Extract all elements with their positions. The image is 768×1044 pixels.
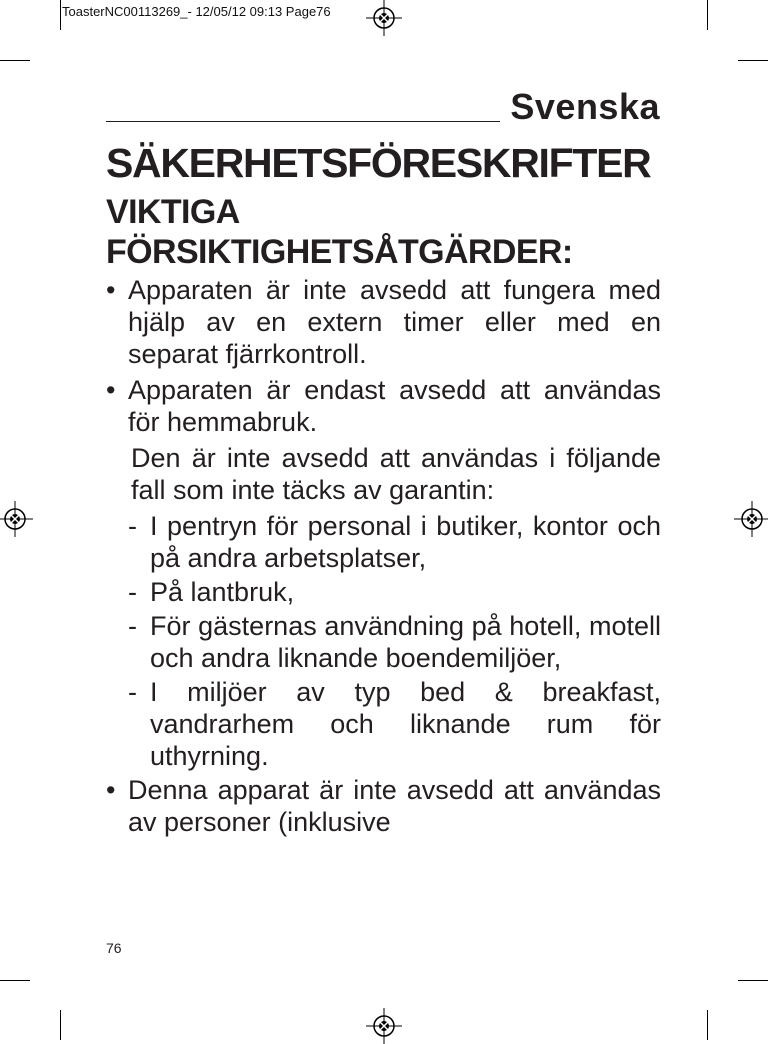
crop-mark-bottom-left-h	[0, 980, 30, 981]
crop-mark-top-right-v	[707, 0, 708, 30]
bullet-item-1	[106, 274, 661, 370]
page-number: 76	[106, 940, 122, 956]
crop-mark-bottom-right-h	[738, 980, 768, 981]
bullet-item-text: Apparaten är endast avsedd att användas för hemmabruk.	[128, 375, 661, 437]
bullet-item-text: Denna apparat är inte avsedd att användas av personer (inklusive	[128, 775, 661, 837]
dash-marker: -	[128, 611, 137, 641]
crop-mark-bottom-left-v	[60, 1010, 61, 1040]
crop-mark-top-left-h	[0, 60, 30, 61]
section-heading	[106, 192, 661, 272]
bullet-item-text: Apparaten är inte avsedd att fungera med hjälp av en extern timer eller med en separat fjärrkontroll.	[128, 275, 661, 369]
page-title: SÄKERHETSFÖRESKRIFTER	[106, 140, 651, 186]
dash-item-4	[106, 676, 661, 772]
page-content	[106, 138, 661, 842]
dash-item-text: I pentryn för personal i butiker, kontor och på andra arbetsplatser,	[150, 511, 661, 573]
exclusion-intro: Den är inte avsedd att användas i följande fall som inte täcks av garantin:	[131, 443, 661, 505]
dash-marker: -	[128, 577, 137, 607]
language-header-rule	[106, 121, 500, 122]
dash-item-text: För gästernas användning på hotell, motell och andra liknande boendemiljöer,	[150, 611, 661, 673]
language-label: Svenska	[510, 86, 660, 127]
dash-item-2	[106, 576, 661, 608]
dash-marker: -	[128, 677, 137, 707]
registration-mark-left-icon	[0, 501, 33, 537]
registration-mark-right-icon	[734, 501, 768, 537]
registration-mark-bottom-icon	[366, 1008, 402, 1044]
dash-item-text: På lantbruk,	[150, 577, 295, 607]
section-heading-line-2: FÖRSIKTIGHETSÅTGÄRDER:	[106, 233, 573, 271]
dash-item-text: I miljöer av typ bed & breakfast, vandrarhem och liknande rum för uthyrning.	[150, 677, 661, 771]
dash-item-3	[106, 610, 661, 674]
crop-mark-top-right-h	[738, 60, 768, 61]
bullet-dot-icon: •	[106, 375, 116, 405]
print-slug: ToasterNC00113269_- 12/05/12 09:13 Page76	[62, 4, 331, 19]
crop-mark-bottom-right-v	[707, 1010, 708, 1040]
dash-item-1	[106, 510, 661, 574]
bullet-dot-icon: •	[106, 275, 116, 305]
crop-mark-top-left-v	[60, 0, 61, 30]
bullet-item-2	[106, 374, 661, 438]
bullet-item-3	[106, 774, 661, 838]
dash-marker: -	[128, 511, 137, 541]
section-heading-line-1: VIKTIGA	[106, 193, 240, 231]
registration-mark-top-icon	[366, 0, 402, 36]
bullet-dot-icon: •	[106, 775, 116, 805]
